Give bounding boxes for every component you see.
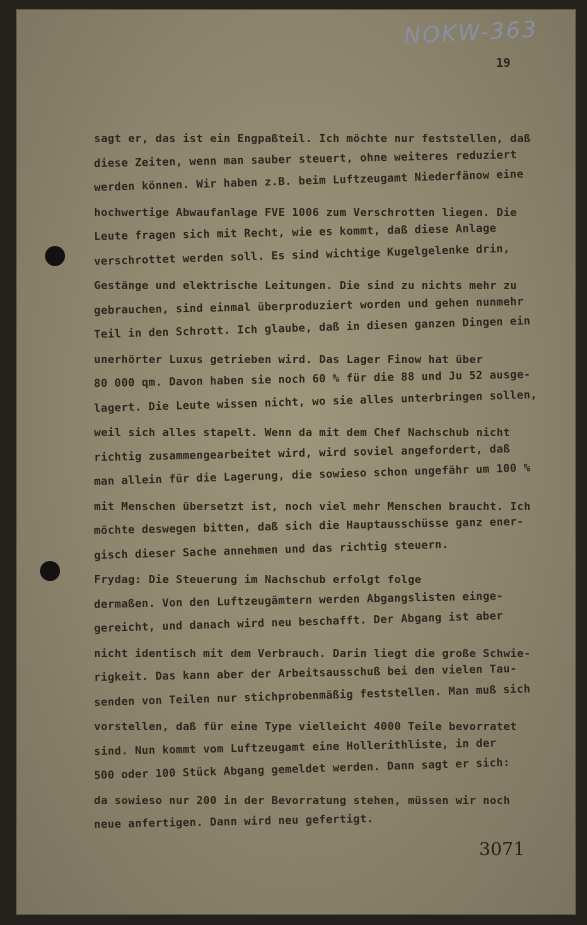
text-line: man allein für die Lagerung, die sowieso schon ungefähr um 100 % [93,461,531,488]
text-line: weil sich alles stapelt. Wenn da mit dem Chef Nachschub nicht [94,426,511,439]
punch-hole-bottom [40,561,60,581]
text-line: sagt er, das ist ein Engpaßteil. Ich möchte nur feststellen, daß [94,132,531,145]
text-line: 80 000 qm. Davon haben sie noch 60 % für die 88 und Ju 52 ausge- [93,367,531,390]
text-line: gebrauchen, sind einmal überproduziert worden und gehen nunmehr [93,294,524,317]
text-line: nicht identisch mit dem Verbrauch. Darin liegt die große Schwie- [94,646,531,660]
text-line: 500 oder 100 Stück Abgang gemeldet werden. Dann sagt er sich: [93,755,511,782]
text-line: lagert. Die Leute wissen nicht, wo sie alles unterbringen sollen, [93,387,538,415]
text-line: dermaßen. Von den Luftzeugämtern werden Abgangslisten eingе- [93,588,504,611]
document-body [94,127,574,838]
text-line: hochwertige Abwaufanlage FVE 1006 zum Verschrotten liegen. Die [94,205,517,219]
text-line: rigkeit. Das kann aber der Arbeitsausschuß bei den vielen Tau- [93,662,518,684]
text-line: Leute fragen sich mit Recht, wie es kommt, daß diese Anlage [93,221,497,243]
text-line: Gestänge und elektrische Leitungen. Die sind zu nichts mehr zu [94,279,517,292]
punch-hole-top [45,246,65,266]
text-line: senden von Teilen nur stichprobenmäßig feststellen. Man muß sich [93,681,531,709]
text-line: neue anfertigen. Dann wird neu gefertigt. [93,812,374,831]
text-line: sind. Nun kommt vom Luftzeugamt eine Hollerithliste, in der [93,736,497,758]
text-line: vorstellen, daß für eine Type vielleicht 4000 Teile bevorratet [94,720,517,733]
text-line: werden können. Wir haben z.B. beim Luftzeugamt Niederfänow eine [93,167,524,194]
text-line: gisch dieser Sache annehmen und das richtig steuern. [93,537,449,562]
document-page [16,9,576,915]
page-number: 19 [496,56,511,70]
text-line: verschrottet werden soll. Es sind wichtige Kugelgelenke drin, [93,241,511,268]
text-line: da sowieso nur 200 in der Bevorratung stehen, müssen wir noch [94,793,511,807]
text-line: mit Menschen übersetzt ist, noch viel mehr Menschen braucht. Ich [94,499,531,513]
text-line: Teil in den Schrott. Ich glaube, daß in diesen ganzen Dingen ein [93,314,531,341]
text-line: gereicht, und danach wird neu beschafft. Der Abgang ist aber [93,609,504,635]
text-line: Frydag: Die Steuerung im Nachschub erfolgt folge [94,573,422,586]
document-number: 3071 [479,839,525,860]
text-line: richtig zusammengearbeitet wird, wird soviel angefordert, daß [93,441,511,464]
archive-stamp: NOKW-363 [403,17,539,50]
text-line: möchte deswegen bitten, daß sich die Hauptausschüsse ganz ener- [93,514,524,537]
text-line: diese Zeiten, wenn man sauber steuert, ohne weiteres reduziert [93,147,518,170]
text-line: unerhörter Luxus getrieben wird. Das Lager Finow hat über [94,352,483,366]
